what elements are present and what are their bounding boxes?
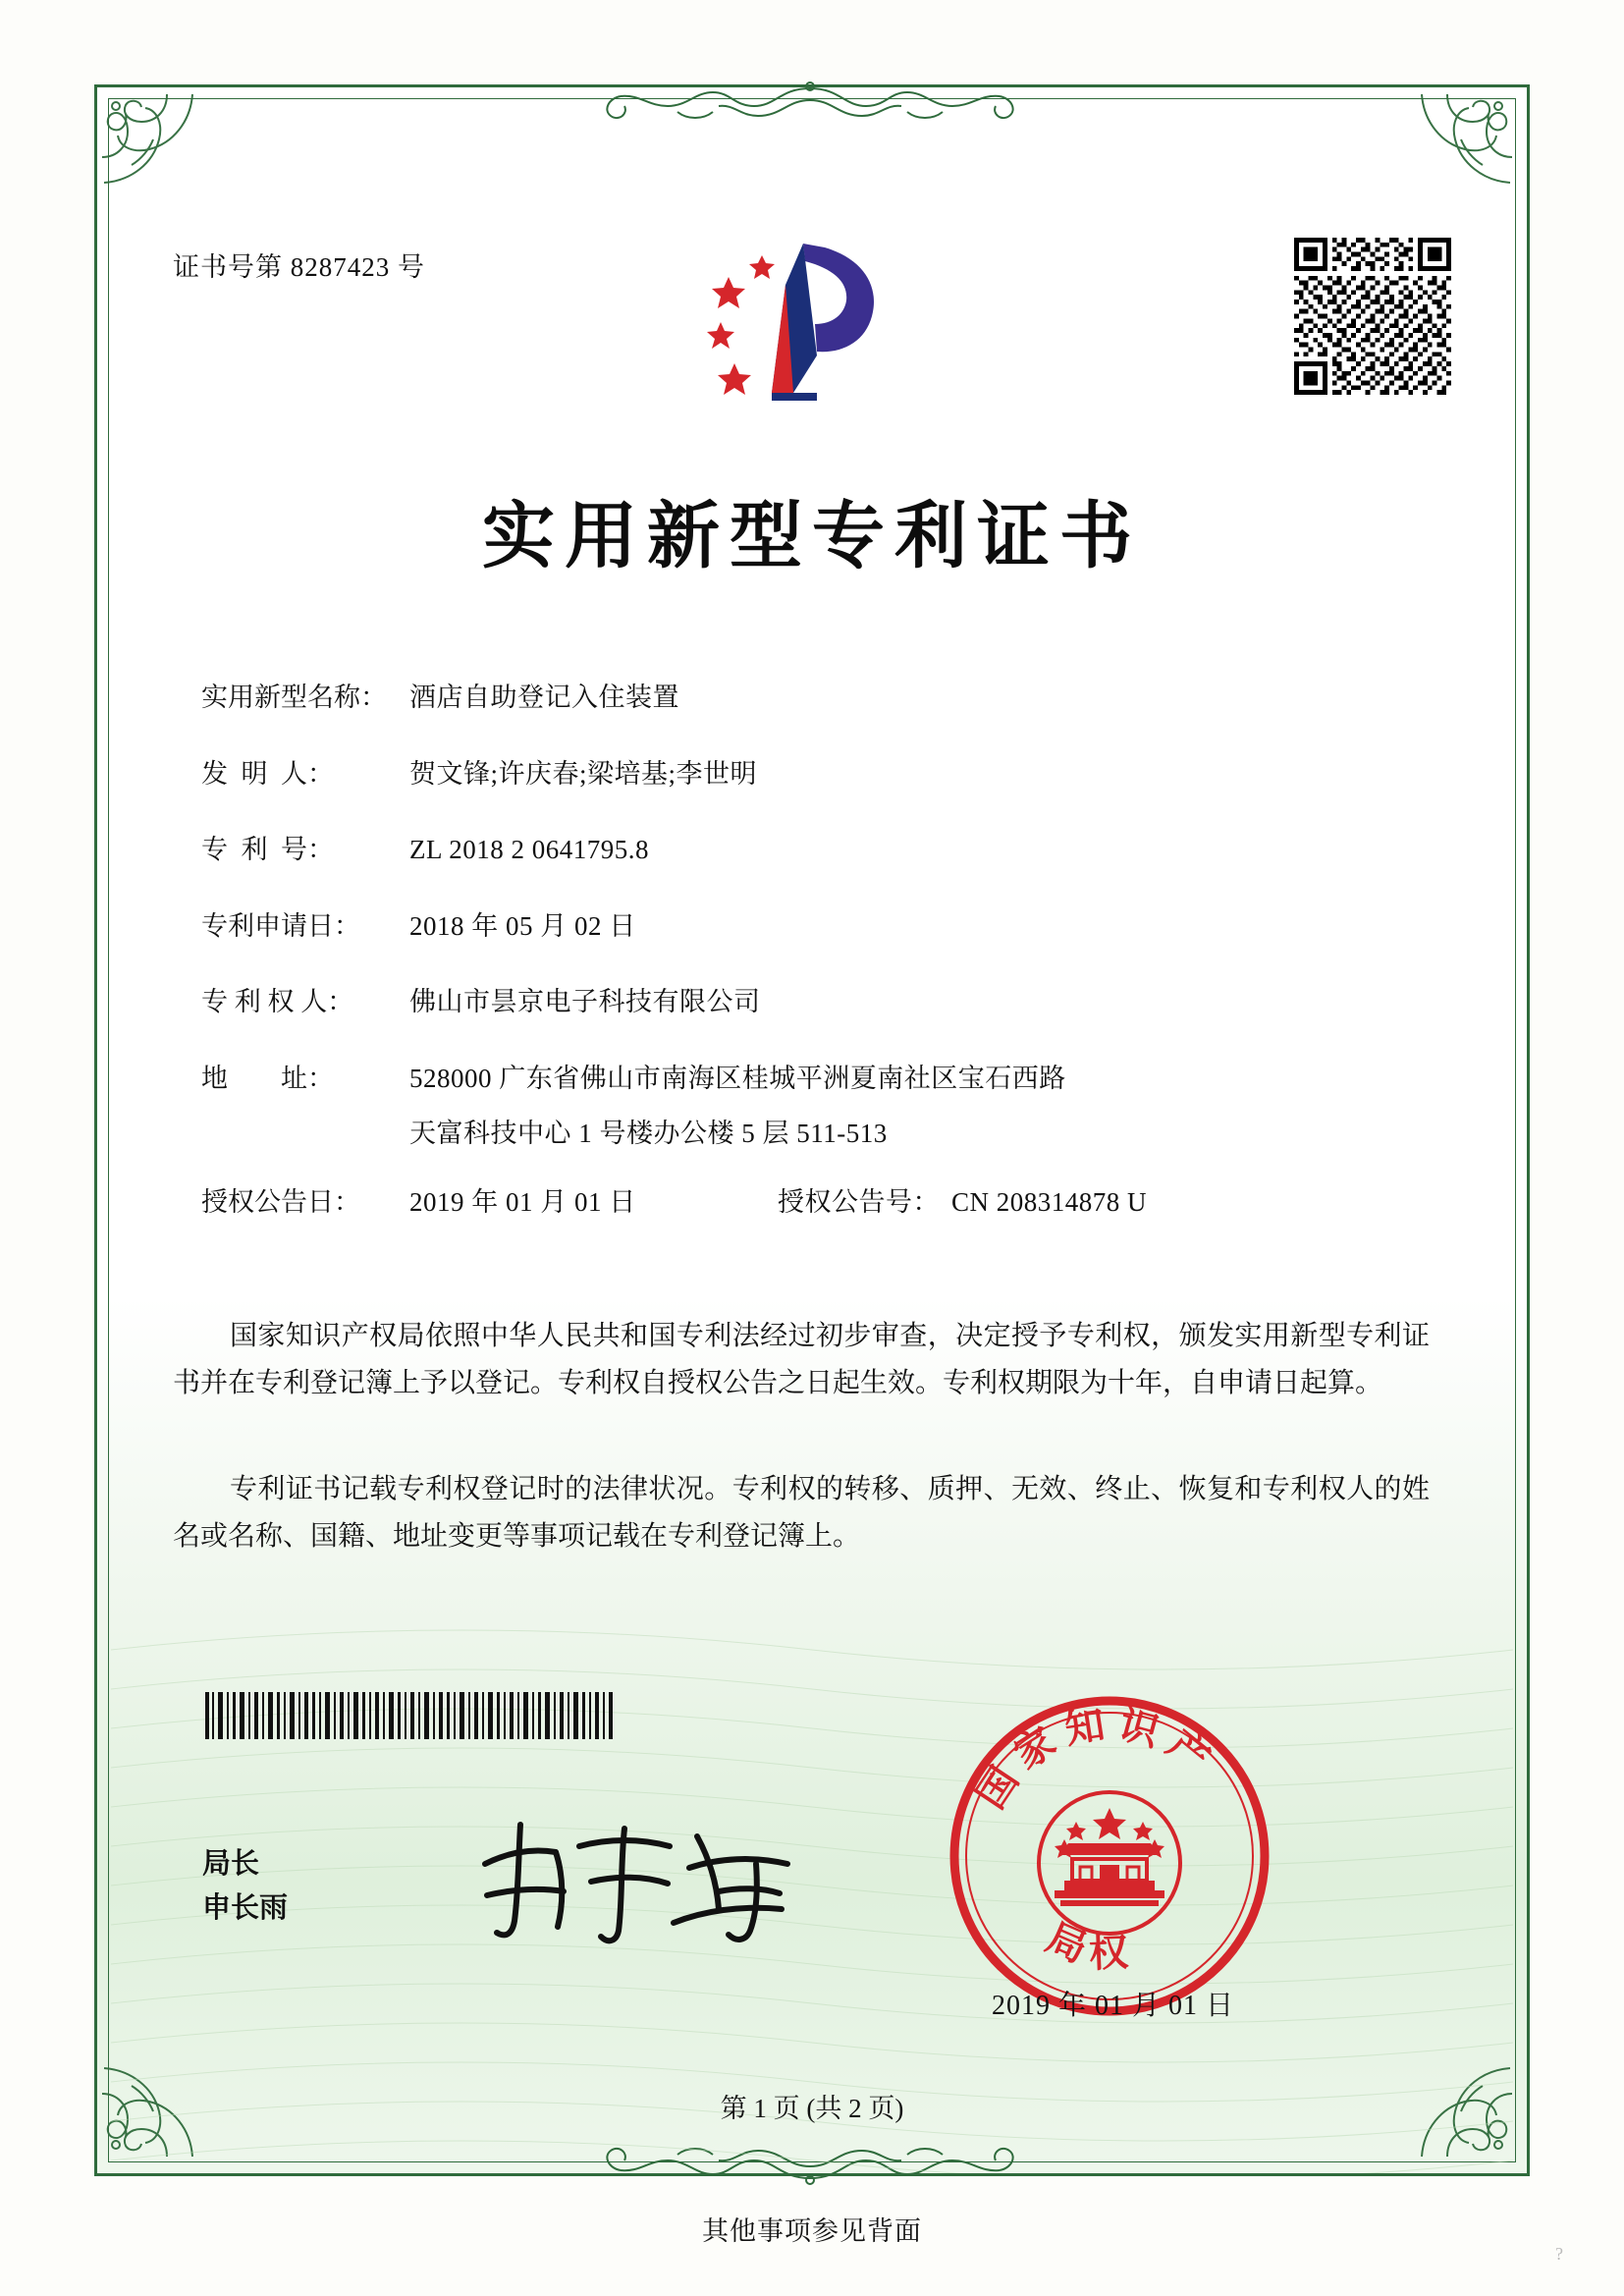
svg-text:局权: 局权 [1039, 1914, 1139, 1977]
svg-text:国家知识产: 国家知识产 [967, 1700, 1226, 1818]
field-label: 专 利 权 人： [201, 987, 354, 1016]
field-publication [201, 1182, 1380, 1223]
page-title: 实用新型专利证书 [482, 494, 1142, 578]
publication-number-label: 授权公告号： [778, 1187, 940, 1217]
footer-note: 其他事项参见背面 [702, 2216, 922, 2246]
page-number: 第 1 页 (共 2 页) [720, 2094, 904, 2123]
corner-ornament-icon [1398, 88, 1516, 206]
field-patent-number [201, 830, 1380, 870]
field-application-date [201, 906, 1380, 947]
signature-block [202, 1841, 288, 1930]
bottom-ornament-icon [530, 2121, 1090, 2190]
corner-ornament-icon [98, 88, 216, 206]
field-address-line2: 天富科技中心 1 号楼办公楼 5 层 511-513 [409, 1119, 888, 1148]
signature-name: 申长雨 [202, 1889, 289, 1924]
barcode [205, 1692, 618, 1739]
cnipa-logo-icon [677, 226, 933, 422]
publication-number-value: CN 208314878 U [951, 1187, 1148, 1217]
field-label: 专 利 号： [201, 835, 334, 864]
field-label: 专利申请日： [201, 910, 360, 941]
official-seal [947, 1694, 1272, 2018]
certificate-number: 证书号第 8287423 号 [173, 252, 425, 282]
field-label: 发 明 人： [201, 758, 334, 789]
publication-date-value: 2019 年 01 月 01 日 [409, 1187, 636, 1217]
field-label: 实用新型名称： [201, 683, 387, 712]
handwritten-signature-icon [461, 1807, 835, 1954]
field-value: 酒店自助登记入住装置 [409, 683, 679, 712]
field-inventors [201, 754, 1380, 794]
field-value: 贺文锋;许庆春;梁培基;李世明 [409, 758, 758, 789]
field-patentee [201, 982, 1380, 1022]
field-utility-model-name [201, 678, 1380, 718]
field-label: 地 址： [201, 1063, 334, 1093]
field-address [201, 1059, 1380, 1099]
signature-title: 局长 [202, 1846, 260, 1880]
field-value: 528000 广东省佛山市南海区桂城平洲夏南社区宝石西路 [409, 1063, 1066, 1093]
field-label: 授权公告日： [201, 1187, 360, 1217]
top-ornament-icon [530, 77, 1090, 145]
field-value: 佛山市昙京电子科技有限公司 [409, 987, 761, 1016]
paragraph-legal-status: 专利证书记载专利权登记时的法律状况。专利权的转移、质押、无效、终止、恢复和专利权人的姓名或名称、国籍、地址变更等事项记载在专利登记簿上。 [173, 1474, 1430, 1553]
paragraph-grant-statement: 国家知识产权局依照中华人民共和国专利法经过初步审查，决定授予专利权，颁发实用新型专利证书并在专利登记簿上予以登记。专利权自授权公告之日起生效。专利权期限为十年，自申请日起算。 [173, 1321, 1430, 1399]
field-list [201, 678, 1380, 1259]
field-value: ZL 2018 2 0641795.8 [409, 835, 649, 864]
qr-code-icon [1294, 238, 1451, 395]
edge-mark: ? [1555, 2244, 1563, 2264]
seal-date: 2019 年 01 月 01 日 [992, 1991, 1235, 2021]
field-value: 2018 年 05 月 02 日 [409, 910, 636, 941]
